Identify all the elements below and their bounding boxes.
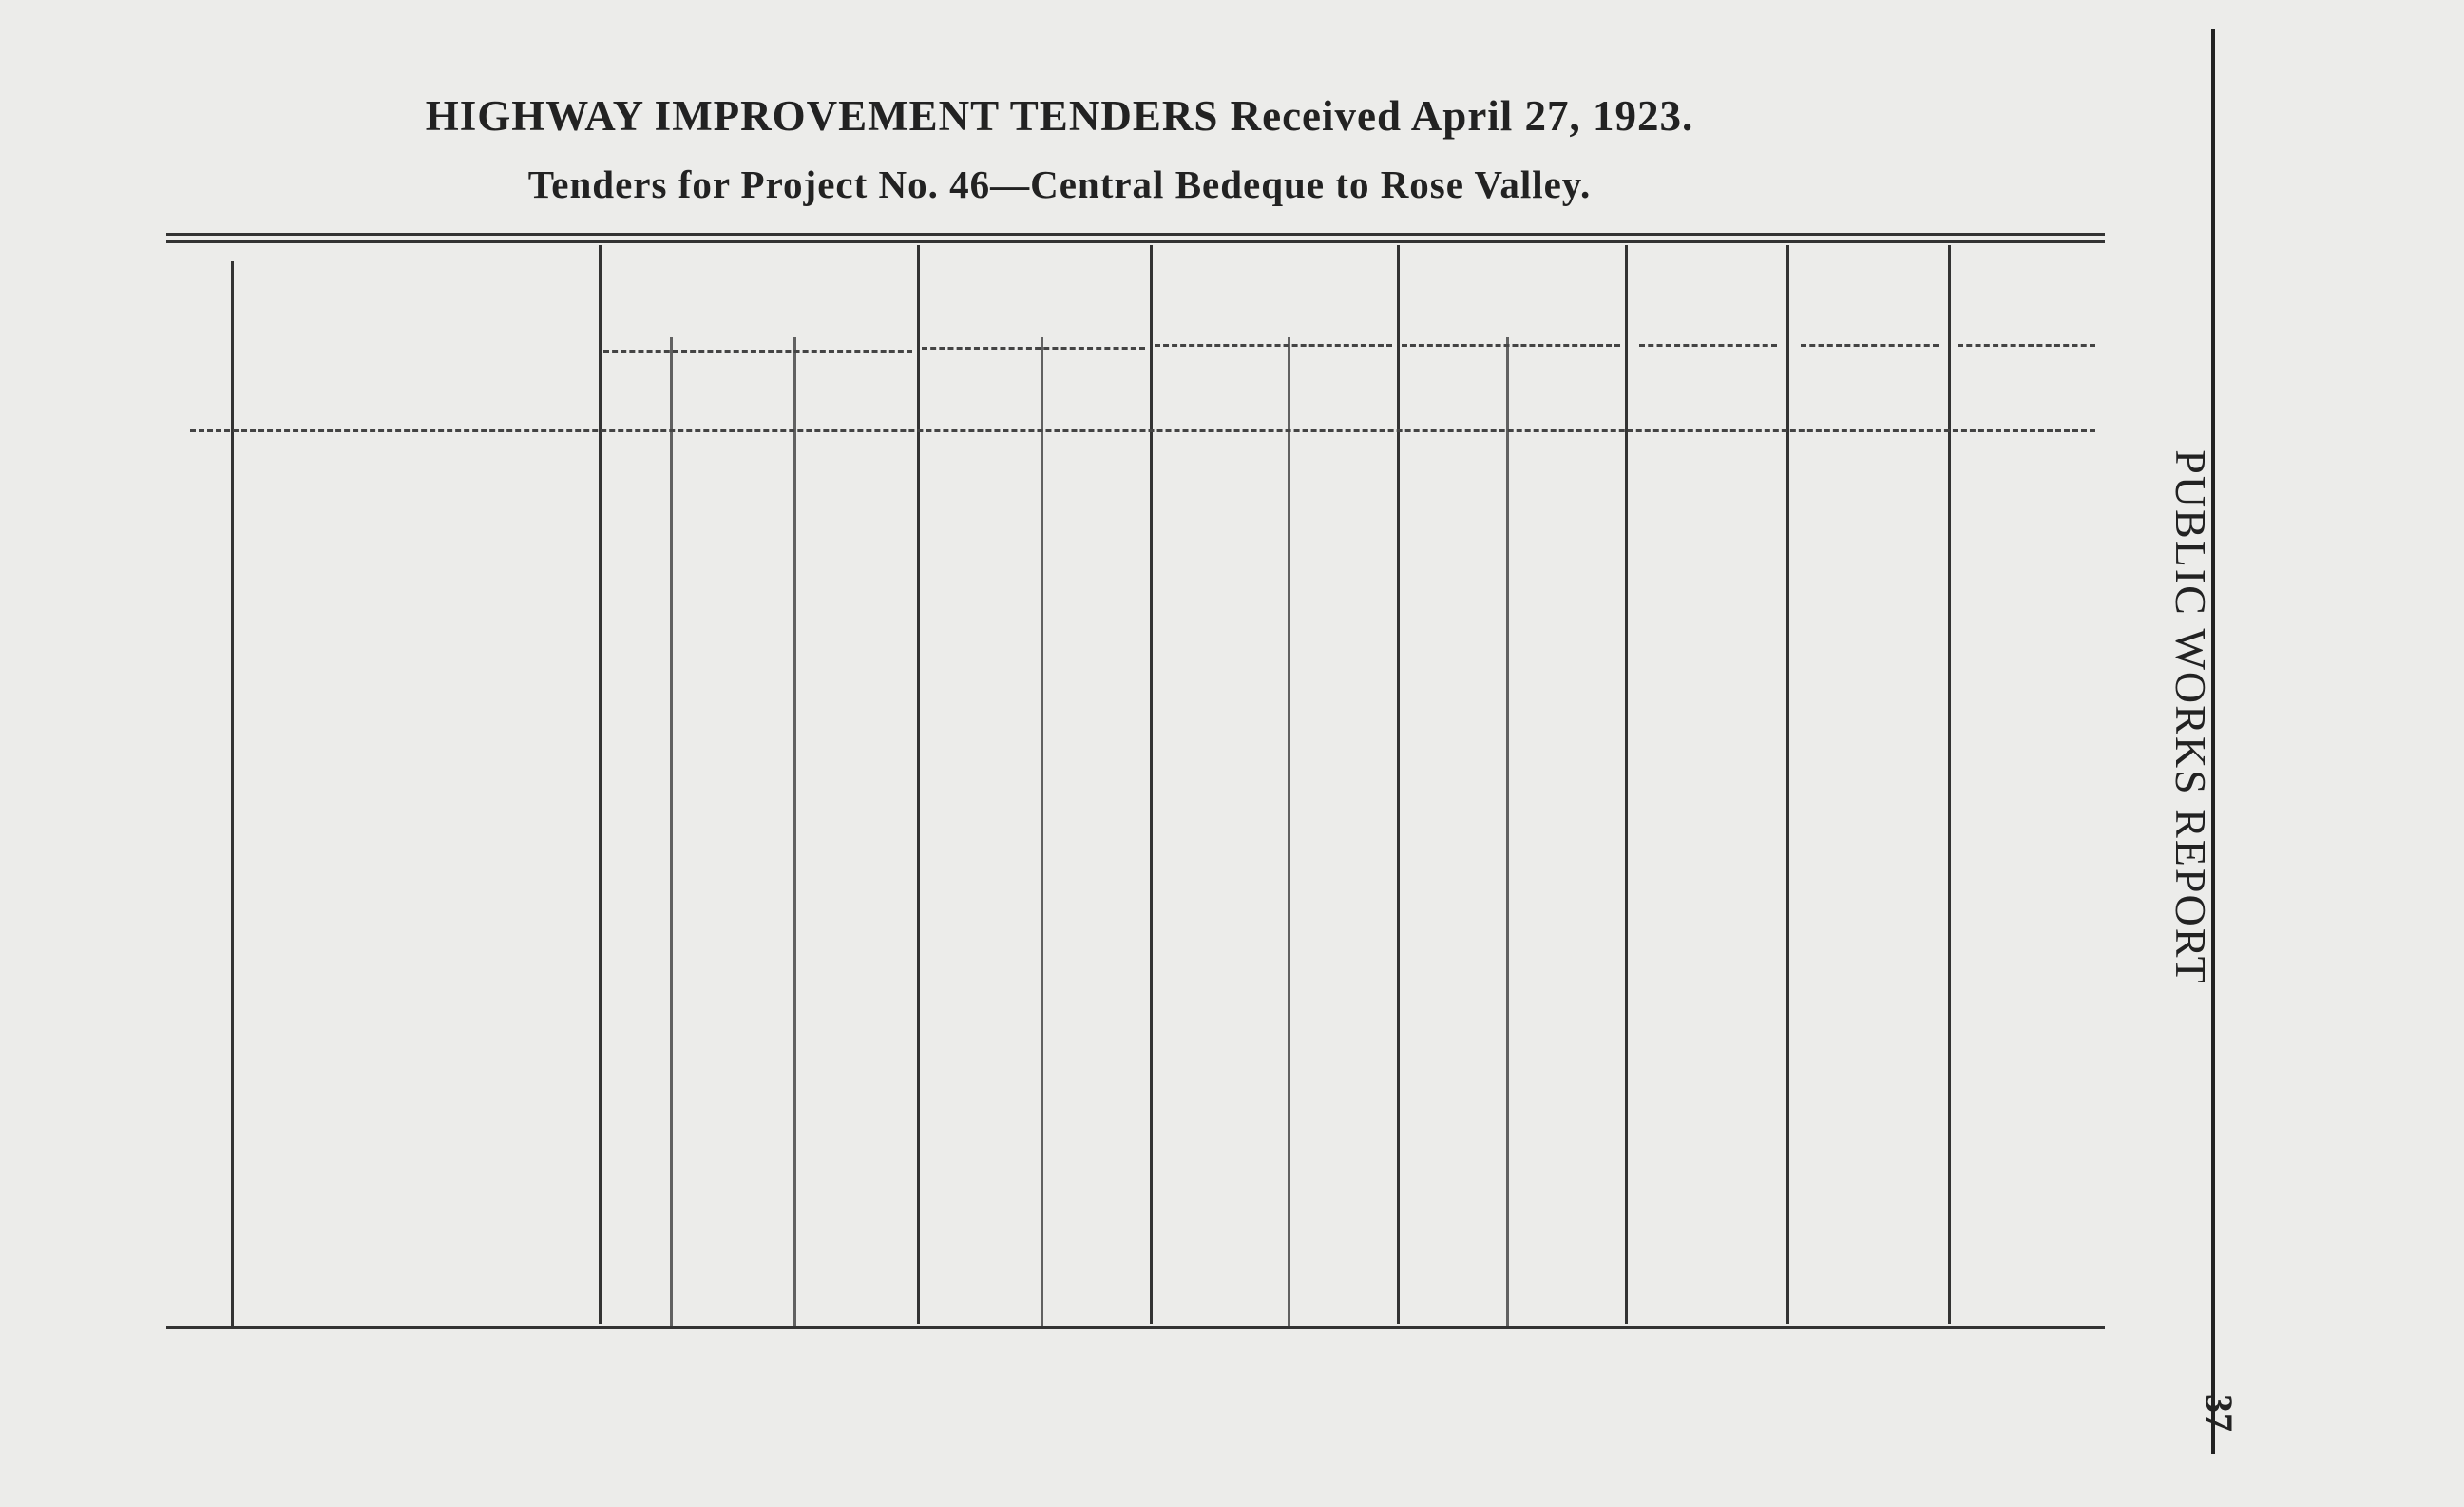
column-divider xyxy=(599,245,602,1324)
page-subtitle: Tenders for Project No. 46—Central Bedeque to Rose Valley. xyxy=(527,162,1592,206)
group-rule xyxy=(1639,344,1777,347)
table-top-rule xyxy=(166,240,2105,243)
table-bottom-rule xyxy=(166,1326,2105,1329)
group-rule xyxy=(1801,344,1939,347)
group-rule xyxy=(1155,344,1392,347)
group-rule xyxy=(603,350,912,353)
sub-column-divider xyxy=(670,337,673,1326)
side-title: PUBLIC WORKS REPORT xyxy=(2167,449,2215,985)
sub-column-divider xyxy=(1041,337,1043,1326)
header-bottom-rule xyxy=(190,429,2095,432)
group-rule xyxy=(922,347,1145,350)
column-divider xyxy=(1150,245,1153,1324)
page-number: 37 xyxy=(2198,1394,2241,1432)
column-divider xyxy=(1948,245,1951,1324)
sub-column-divider xyxy=(1506,337,1509,1326)
page-title: HIGHWAY IMPROVEMENT TENDERS Received April 27, 1923. xyxy=(425,92,1694,140)
sub-column-divider xyxy=(1288,337,1290,1326)
column-divider xyxy=(1786,245,1789,1324)
group-rule xyxy=(1958,344,2095,347)
column-divider xyxy=(231,261,234,1326)
column-divider xyxy=(1625,245,1628,1324)
column-divider xyxy=(917,245,920,1324)
table-top-rule xyxy=(166,233,2105,236)
group-rule xyxy=(1402,344,1620,347)
column-divider xyxy=(1397,245,1400,1324)
sub-column-divider xyxy=(793,337,796,1326)
